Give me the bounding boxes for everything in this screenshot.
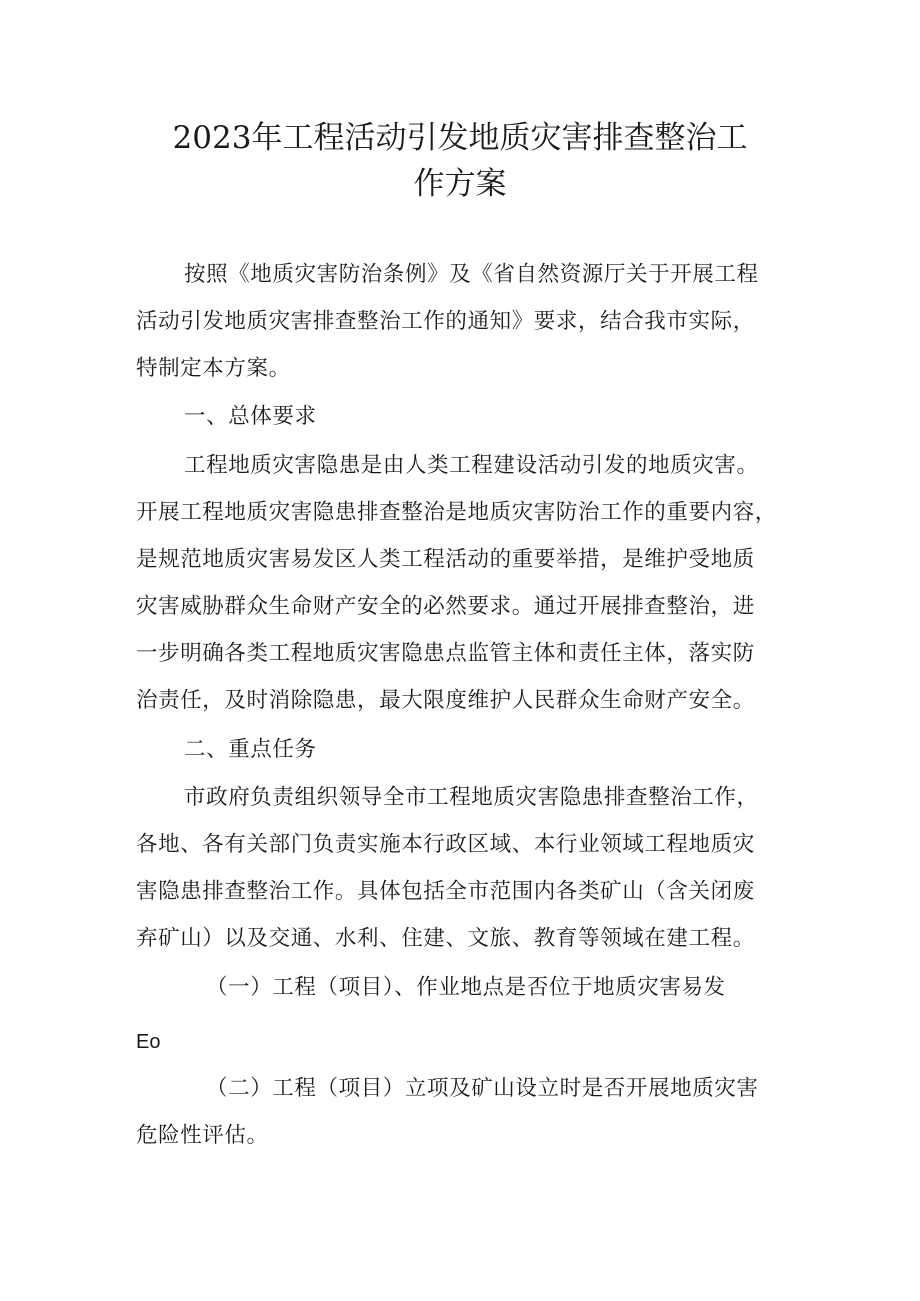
paragraph-line: 是规范地质灾害易发区人类工程活动的重要举措，是维护受地质	[136, 547, 755, 572]
paragraph-line: 害隐患排查整治工作。具体包括全市范围内各类矿山（含关闭废	[136, 879, 755, 904]
list-item: （一）工程（项目）、作业地点是否位于地质灾害易发	[206, 975, 726, 1000]
paragraph-line: 灾害威胁群众生命财产安全的必然要求。通过开展排查整治，进	[136, 594, 755, 619]
document-title-line-2: 作方案	[413, 166, 507, 202]
document-title-line-1: 2023年工程活动引发地质灾害排查整治工	[172, 120, 748, 156]
paragraph-line: 按照《地质灾害防治条例》及《省自然资源厅关于开展工程	[184, 262, 759, 287]
paragraph-line: 治责任，及时消除隐患，最大限度维护人民群众生命财产安全。	[136, 688, 755, 713]
paragraph-line: 一步明确各类工程地质灾害隐患点监管主体和责任主体，落实防	[136, 641, 755, 666]
paragraph-line: 活动引发地质灾害排查整治工作的通知》要求，结合我市实际，	[136, 309, 755, 334]
section-heading: 一、总体要求	[184, 404, 317, 429]
list-item: （二）工程（项目）立项及矿山设立时是否开展地质灾害	[206, 1076, 759, 1101]
paragraph-line: 市政府负责组织领导全市工程地质灾害隐患排查整治工作，	[184, 785, 759, 810]
list-item-continuation: Eo	[136, 1031, 161, 1053]
paragraph-line: 各地、各有关部门负责实施本行政区域、本行业领域工程地质灾	[136, 832, 755, 857]
paragraph-line: 工程地质灾害隐患是由人类工程建设活动引发的地质灾害。	[184, 453, 759, 478]
section-heading: 二、重点任务	[184, 737, 317, 762]
paragraph-line: 特制定本方案。	[136, 356, 291, 381]
paragraph-line: 弃矿山）以及交通、水利、住建、文旅、教育等领域在建工程。	[136, 926, 755, 951]
list-item-continuation: 危险性评估。	[136, 1123, 269, 1148]
paragraph-line: 开展工程地质灾害隐患排查整治是地质灾害防治工作的重要内容，	[136, 500, 777, 525]
